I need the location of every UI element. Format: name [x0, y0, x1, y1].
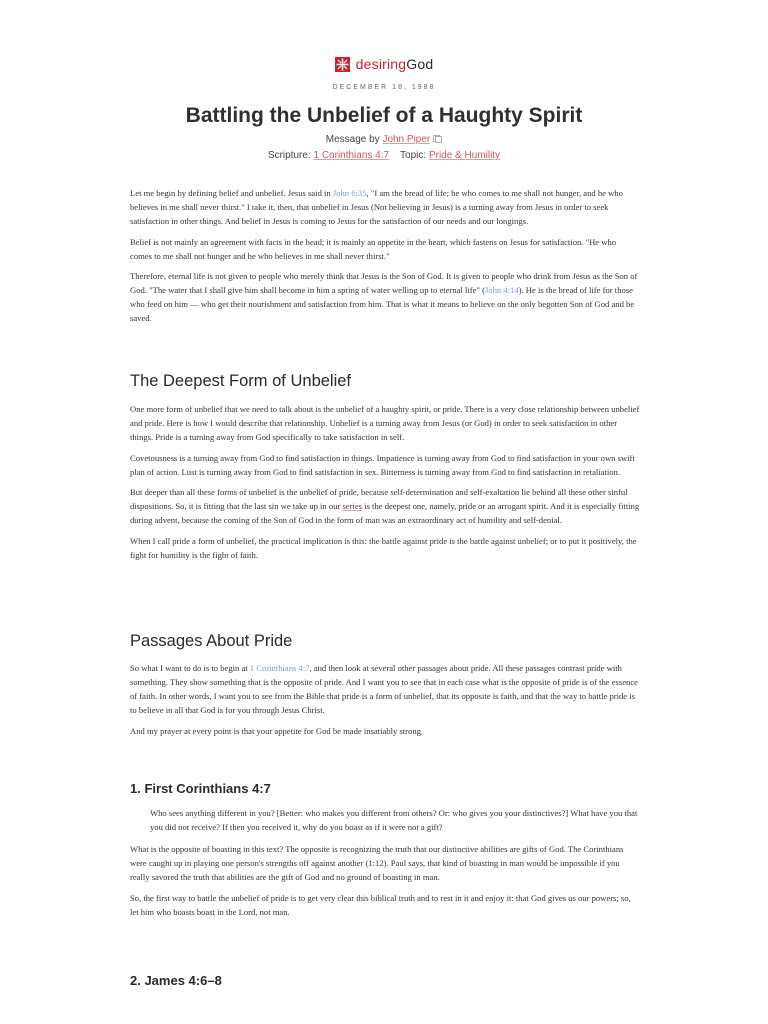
topic-link[interactable]: Pride & Humility — [428, 150, 501, 161]
scripture-quote: Who sees anything different in you? [Better: who makes you different from others? Or: who gives you your distinctives?] What have you that you did not receive? If then you received it, why do you boast as if it were not a gift? — [150, 808, 638, 832]
section1-paragraph-4: When I call pride a form of unbelief, the practical implication is this: the battle against pride is the battle against unbelief; or to put it positively, the fight for humility is the fight of faith. — [130, 535, 637, 560]
section2-paragraph-2: And my prayer at every point is that your appetite for God be made insatiably strong. — [130, 725, 424, 736]
text-run: Therefore, eternal life is not given to people who merely think that Jesus is the Son of God. It is given to people who drink from Jesus as the Son of God. "The water that I shall give him shall become in him a spring of water welling up to eternal life" ( — [130, 271, 638, 295]
subsection1-paragraph-1: What is the opposite of boasting in this text? The opposite is recognizing the truth that our distinctive abilities are gifts of God. The Corinthians were caught up in playing one person's strengths off against another (1:12). Paul says, that kind of boasting in man would be impossible if you really savored the truth that abilities are the gift of God and no ground of boasting in man. — [130, 844, 624, 882]
text-run: Let me begin by defining belief and unbelief. Jesus said in — [130, 188, 333, 198]
author-link[interactable]: John Piper — [382, 134, 431, 145]
section-deepest-form — [130, 402, 640, 568]
section1-paragraph-3 — [130, 485, 640, 527]
scripture-link[interactable]: 1 Corinthians 4:7 — [313, 150, 390, 161]
article-meta — [0, 150, 768, 161]
scripture-label: Scripture: — [267, 150, 311, 161]
site-header — [0, 56, 768, 74]
text-run: But deeper than all these forms of unbelief is the unbelief of pride, because self-determination and self-exaltation lie behind all these other sinful dispositions. So, it is fitting that the last sin we take up in our — [130, 487, 628, 511]
series-link[interactable]: series — [342, 501, 363, 511]
scripture-ref-john-4-14[interactable]: John 4:14 — [484, 285, 519, 295]
subsection-first-corinthians — [130, 806, 640, 925]
intro-paragraph-3 — [130, 269, 640, 325]
site-logo[interactable] — [335, 56, 434, 72]
intro-paragraph-2: Belief is not mainly an agreement with facts in the head; it is mainly an appetite in the heart, which fastens on Jesus for satisfaction. "He who comes to me shall not hunger and he who believes in me shall never thirst." — [130, 236, 617, 261]
byline-prefix: Message by — [325, 134, 380, 145]
subheading-first-corinthians: 1. First Corinthians 4:7 — [130, 781, 271, 796]
section2-paragraph-1 — [130, 661, 640, 717]
section1-paragraph-1: One more form of unbelief that we need to talk about is the unbelief of a haughty spirit, or pride. There is a very close relationship between unbelief and pride. Here is how I would describe that relationship. Unbelief is a turning away from Jesus (or God) in order to seek satisfaction in other things. Pride is a turning away from God specifically to take satisfaction in self. — [130, 404, 640, 442]
brand-part-desiring: desiring — [355, 56, 407, 72]
subsection1-paragraph-2: So, the first way to battle the unbelief of pride is to get very clear this biblical truth and to rest in it and enjoy it: that God gives us our powers; so, let him who boasts boast in the Lord, not man. — [130, 892, 631, 917]
external-link-icon[interactable] — [433, 135, 442, 143]
article-title: Battling the Unbelief of a Haughty Spirit — [185, 104, 583, 127]
intro-section — [130, 186, 640, 332]
section-heading-passages: Passages About Pride — [130, 632, 293, 650]
scripture-ref-1-cor-4-7[interactable]: 1 Corinthians 4:7 — [249, 663, 310, 673]
brand-wordmark — [356, 56, 434, 72]
text-run: ). He is the bread of life for those who feed on him — who get their nourishment and satisfaction from him. That is what it means to believe on the only begotten Son of God and be saved. — [130, 285, 635, 323]
section-passages — [130, 661, 640, 744]
article-date: DECEMBER 18, 1988 — [332, 84, 436, 91]
text-run: , and then look at several other passages about pride. All these passages contrast pride with something. They show something that is the opposite of pride. And I want you to see that in each case what is the opposite of pride is of the essence of faith. In other words, I want you to see from the Bible that pride is a form of unbelief, that its opposite is faith, and that the way to battle pride is to believe in all that God is for you through Jesus Christ. — [130, 663, 638, 715]
brand-mark-icon — [335, 57, 350, 72]
brand-part-god: God — [406, 56, 434, 72]
topic-label: Topic: — [400, 150, 427, 161]
text-run: is the deepest one, namely, pride or an arrogant spirit. And it is especially fitting during advent, because the coming of the Son of God in the form of man was an extraordinary act of humility and self-denial. — [130, 501, 640, 525]
scripture-ref-john-6-35[interactable]: John 6:35 — [332, 188, 367, 198]
subheading-james: 2. James 4:6–8 — [130, 973, 222, 988]
intro-paragraph-1 — [130, 186, 640, 228]
section-heading-deepest-form: The Deepest Form of Unbelief — [130, 372, 352, 390]
text-run: , "I am the bread of life; he who comes to me shall not hunger, and he who believes in me shall never thirst." I take it, then, that unbelief in Jesus (Not believing in Jesus) is a turning away from Jesus in order to seek satisfaction in other things. And belief in Jesus is coming to Jesus for the satisfaction of our needs and our longings. — [130, 188, 623, 226]
byline — [0, 134, 768, 145]
text-run: So what I want to do is to begin at — [130, 663, 250, 673]
section1-paragraph-2: Covetousness is a turning away from God to find satisfaction in things. Impatience is turning away from God to find satisfaction in your own swift plan of action. Lust is turning away from God to find satisfaction in sex. Bitterness is turning away from God to find satisfaction in retaliation. — [130, 452, 635, 477]
